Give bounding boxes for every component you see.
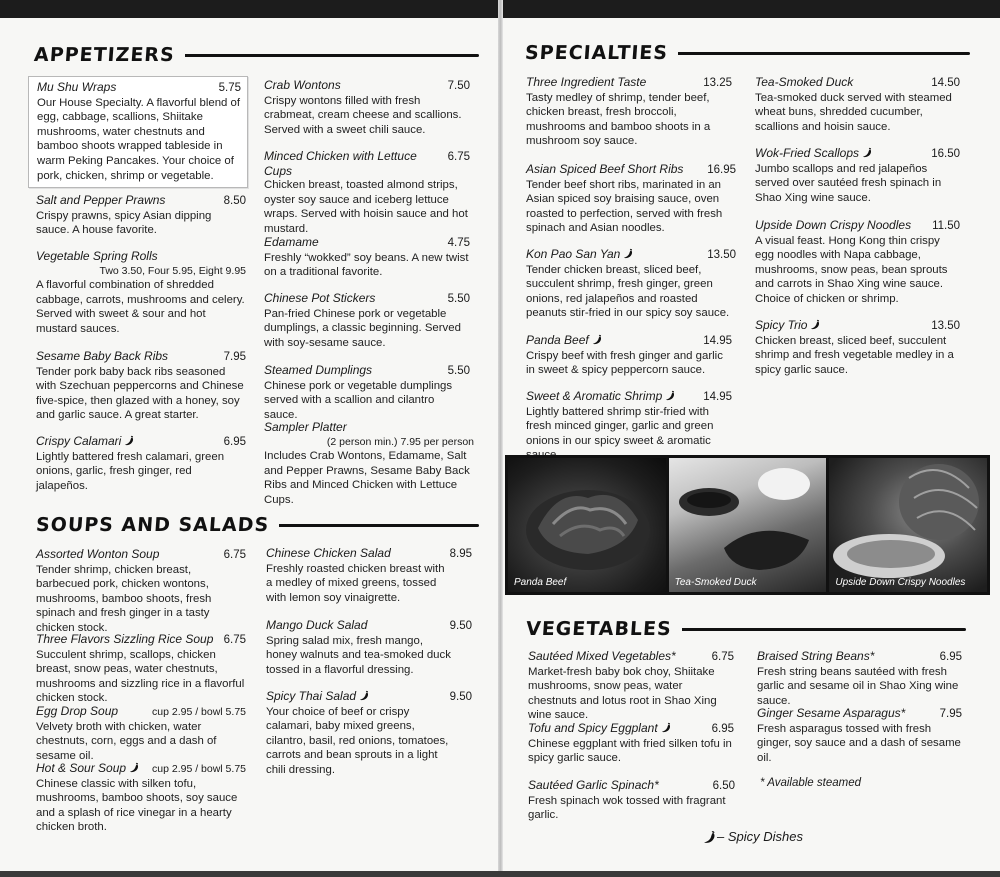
menu-item-ginger-sesame-asparagus: Ginger Sesame Asparagus* 7.95 Fresh asparagus tossed with fresh ginger, soy sauce and a dash of sesame oil. xyxy=(757,706,962,764)
menu-item-chinese-chicken-salad: Chinese Chicken Salad 8.95 Freshly roasted chicken breast with a medley of mixed greens, tossed with lemon soy vinaigrette. xyxy=(266,546,472,604)
menu-item-mango-duck-salad: Mango Duck Salad 9.50 Spring salad mix, fresh mango, honey walnuts and tea-smoked duck tossed in a flavorful dressing. xyxy=(266,618,472,676)
heading-rule xyxy=(185,54,479,57)
chili-icon xyxy=(129,762,140,773)
menu-item-sampler-platter: Sampler Platter (2 person min.) 7.95 per person Includes Crab Wontons, Edamame, Salt and Pepper Prawns, Sesame Baby Back Ribs and Minced Chicken with Lettuce Cups. xyxy=(264,420,474,506)
menu-item-spicy-thai-salad: Spicy Thai Salad 9.50 Your choice of beef or crispy calamari, baby mixed greens, cilantro, basil, red onions, tomatoes, carrots and bean sprouts in a light chili dressing. xyxy=(266,689,472,776)
menu-item-panda-beef: Panda Beef 14.95 Crispy beef with fresh ginger and garlic in sweet & spicy peppercorn sauce. xyxy=(526,333,732,377)
chili-icon xyxy=(665,390,676,401)
menu-item-sauteed-mixed-vegetables: Sautéed Mixed Vegetables* 6.75 Market-fresh baby bok choy, Shiitake mushrooms, snow peas, water chestnuts and lotus root in Shao Xing wine sauce. xyxy=(528,649,734,722)
menu-item-egg-drop-soup: Egg Drop Soup cup 2.95 / bowl 5.75 Velvety broth with chicken, water chestnuts, corn, eggs and a dash of sesame oil. xyxy=(36,704,246,762)
appetizers-title: APPETIZERS xyxy=(33,44,176,66)
panda-beef-image xyxy=(508,458,666,592)
menu-item-steamed-dumplings: Steamed Dumplings 5.50 Chinese pork or vegetable dumplings served with a scallion and cilantro sauce. xyxy=(264,363,470,421)
menu-item-salt-pepper-prawns: Salt and Pepper Prawns 8.50 Crispy prawns, spicy Asian dipping sauce. A house favorite. xyxy=(36,193,246,237)
menu-item-crab-wontons: Crab Wontons 7.50 Crispy wontons filled with fresh crabmeat, cream cheese and scallions. Served with a sweet chili sauce. xyxy=(264,78,470,136)
chili-icon xyxy=(623,248,634,259)
menu-item-chinese-pot-stickers: Chinese Pot Stickers 5.50 Pan-fried Chinese pork or vegetable dumplings, a classic beginning. Served with soy-sesame sauce. xyxy=(264,291,470,349)
vegetables-title: VEGETABLES xyxy=(525,618,673,640)
menu-item-crispy-noodles: Upside Down Crispy Noodles 11.50 A visual feast. Hong Kong thin crispy egg noodles with Napa cabbage, mushrooms, snow peas, bean sprouts and carrots in Shao Xing wine sauce. Choice of chicken or shrimp. xyxy=(755,218,960,305)
menu-item-edamame: Edamame 4.75 Freshly “wokked” soy beans. A new twist on a traditional favorite. xyxy=(264,235,470,279)
menu-item-minced-chicken-lettuce-cups: Minced Chicken with Lettuce Cups 6.75 Chicken breast, toasted almond strips, oyster soy sauce and iceberg lettuce wraps. Served with hoisin sauce and hot mustard. xyxy=(264,149,470,235)
soups-title: SOUPS AND SALADS xyxy=(35,514,270,536)
menu-item-braised-string-beans: Braised String Beans* 6.95 Fresh string beans sautéed with fresh garlic and sesame oil in Shao Xing wine sauce. xyxy=(757,649,962,707)
heading-rule xyxy=(678,52,970,55)
steamed-note: * Available steamed xyxy=(760,777,862,789)
legend-label: – Spicy Dishes xyxy=(717,829,803,844)
menu-item-crispy-calamari: Crispy Calamari 6.95 Lightly battered fresh calamari, green onions, garlic, fresh ginger, red jalapeños. xyxy=(36,434,246,492)
tea-smoked-duck-image xyxy=(669,458,827,592)
menu-item-vegetable-spring-rolls: Vegetable Spring Rolls Two 3.50, Four 5.95, Eight 9.95 A flavorful combination of shredded cabbage, carrots, mushrooms and celery. Served with sweet & sour and hot mustard sauces. xyxy=(36,249,246,335)
chili-icon xyxy=(359,690,370,701)
photo-caption: Panda Beef xyxy=(514,577,567,588)
specialties-heading xyxy=(525,44,970,63)
menu-item-hot-sour-soup: Hot & Sour Soup cup 2.95 / bowl 5.75 Chinese classic with silken tofu, mushrooms, bamboo shoots, soy sauce and a splash of rice vinegar in a hearty chicken broth. xyxy=(36,761,246,834)
menu-item-tea-smoked-duck: Tea-Smoked Duck 14.50 Tea-smoked duck served with steamed wheat buns, shredded cucumber, scallions and hoisin sauce. xyxy=(755,75,960,133)
specialties-title: SPECIALTIES xyxy=(524,42,669,64)
menu-item-spicy-trio: Spicy Trio 13.50 Chicken breast, sliced beef, succulent shrimp and fresh vegetable medley in a spicy garlic sauce. xyxy=(755,318,960,376)
chili-icon xyxy=(124,435,135,446)
soups-heading xyxy=(36,516,479,535)
menu-item-assorted-wonton-soup: Assorted Wonton Soup 6.75 Tender shrimp, chicken breast, barbecued pork, chicken wontons, mushrooms, bamboo shoots, fresh spinach and fresh ginger in a tasty chicken stock. xyxy=(36,547,246,634)
photo-strip xyxy=(505,455,990,595)
photo-caption: Upside Down Crispy Noodles xyxy=(835,577,966,588)
photo-panda-beef xyxy=(508,458,666,592)
menu-item-three-flavors-soup: Three Flavors Sizzling Rice Soup 6.75 Succulent shrimp, scallops, chicken breast, snow peas, water chestnuts, mushrooms and sizzling rice in a flavorful chicken stock. xyxy=(36,632,246,705)
menu-item-sauteed-garlic-spinach: Sautéed Garlic Spinach* 6.50 Fresh spinach wok tossed with fragrant garlic. xyxy=(528,778,735,822)
chili-icon xyxy=(810,319,821,330)
chili-icon xyxy=(862,147,873,158)
spicy-legend xyxy=(700,829,803,844)
menu-item-wok-fried-scallops: Wok-Fried Scallops 16.50 Jumbo scallops and red jalapeños served over sautéed fresh spinach in Shao Xing wine sauce. xyxy=(755,146,960,204)
crispy-noodles-image xyxy=(829,458,987,592)
menu-item-tofu-spicy-eggplant: Tofu and Spicy Eggplant 6.95 Chinese eggplant with fried silken tofu in spicy garlic sauce. xyxy=(528,721,734,765)
heading-rule xyxy=(279,524,479,527)
photo-crispy-noodles xyxy=(829,458,987,592)
appetizers-heading xyxy=(34,46,479,65)
chili-icon xyxy=(592,334,603,345)
chili-icon xyxy=(661,722,672,733)
menu-item-mu-shu-wraps: Mu Shu Wraps 5.75 Our House Specialty. A flavorful blend of egg, cabbage, scallions, Shiitake mushrooms, water chestnuts and bamboo shoots wrapped tableside in warm Peking Pancakes. Your choice of pork, chicken, shrimp or vegetable. xyxy=(28,76,248,188)
vegetables-heading xyxy=(526,620,966,639)
menu-item-three-ingredient-taste: Three Ingredient Taste 13.25 Tasty medley of shrimp, tender beef, chicken breast, fresh broccoli, mushrooms and bamboo shoots in a mushroom soy sauce. xyxy=(526,75,732,148)
photo-tea-smoked-duck xyxy=(669,458,827,592)
bottom-bar xyxy=(0,871,1000,877)
photo-caption: Tea-Smoked Duck xyxy=(674,577,757,588)
menu-item-beef-short-ribs: Asian Spiced Beef Short Ribs 16.95 Tender beef short ribs, marinated in an Asian spiced soy braising sauce, oven roasted to perfection, served with fresh spinach and Asian noodles. xyxy=(526,162,736,235)
chili-icon xyxy=(703,830,717,844)
menu-fold xyxy=(498,0,503,877)
heading-rule xyxy=(682,628,966,631)
menu-item-sesame-baby-back-ribs: Sesame Baby Back Ribs 7.95 Tender pork baby back ribs seasoned with Szechuan peppercorns and Chinese five-spice, then glazed with a honey, soy and garlic sauce. A great starter. xyxy=(36,349,246,422)
menu-item-sweet-aromatic-shrimp: Sweet & Aromatic Shrimp 14.95 Lightly battered shrimp stir-fried with fresh minced ginger, garlic and green onions in our spicy sweet & aromatic xyxy=(526,389,732,447)
menu-item-kon-pao-san-yan: Kon Pao San Yan 13.50 Tender chicken breast, sliced beef, succulent shrimp, fresh ginger, green onions, red jalapeños and roasted peanuts stir-fried in our spicy soy sauce. xyxy=(526,247,736,320)
